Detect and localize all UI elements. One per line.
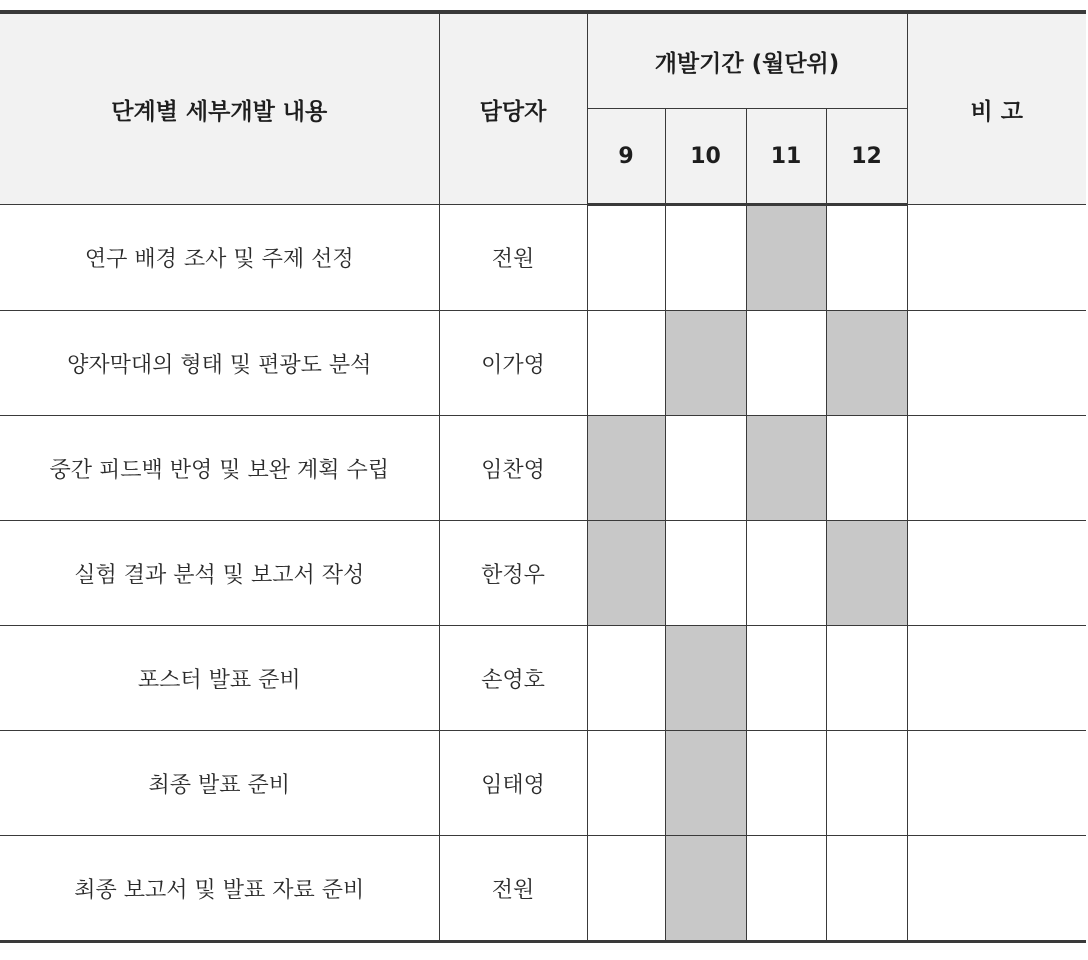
owner-cell: 임태영 — [439, 731, 587, 836]
schedule-cell-active — [826, 521, 907, 626]
schedule-cell-active — [746, 416, 826, 521]
month-header-10: 10 — [665, 109, 746, 205]
schedule-cell-empty — [746, 626, 826, 731]
period-column-header: 개발기간 (월단위) — [587, 12, 907, 109]
owner-column-header: 담당자 — [439, 12, 587, 205]
schedule-cell-empty — [826, 416, 907, 521]
schedule-cell-empty — [746, 731, 826, 836]
schedule-cell-active — [826, 311, 907, 416]
note-cell — [907, 311, 1086, 416]
task-cell: 포스터 발표 준비 — [0, 626, 439, 731]
task-cell: 양자막대의 형태 및 편광도 분석 — [0, 311, 439, 416]
owner-cell: 이가영 — [439, 311, 587, 416]
schedule-cell-empty — [587, 626, 665, 731]
note-cell — [907, 205, 1086, 311]
schedule-body — [0, 205, 1086, 942]
table-row — [0, 836, 1086, 942]
schedule-cell-empty — [587, 836, 665, 942]
note-cell — [907, 521, 1086, 626]
owner-cell: 임찬영 — [439, 416, 587, 521]
schedule-cell-empty — [826, 731, 907, 836]
schedule-cell-empty — [587, 205, 665, 311]
task-cell: 중간 피드백 반영 및 보완 계획 수립 — [0, 416, 439, 521]
schedule-cell-empty — [746, 311, 826, 416]
schedule-cell-empty — [826, 205, 907, 311]
note-cell — [907, 416, 1086, 521]
table-row — [0, 626, 1086, 731]
table-row — [0, 205, 1086, 311]
owner-cell: 전원 — [439, 836, 587, 942]
month-header-9: 9 — [587, 109, 665, 205]
task-cell: 연구 배경 조사 및 주제 선정 — [0, 205, 439, 311]
owner-cell: 한정우 — [439, 521, 587, 626]
table-row — [0, 521, 1086, 626]
schedule-cell-active — [665, 311, 746, 416]
header-row-top — [0, 12, 1086, 109]
month-header-12: 12 — [826, 109, 907, 205]
owner-cell: 손영호 — [439, 626, 587, 731]
schedule-cell-active — [665, 626, 746, 731]
task-cell: 최종 보고서 및 발표 자료 준비 — [0, 836, 439, 942]
task-column-header: 단계별 세부개발 내용 — [0, 12, 439, 205]
note-column-header: 비 고 — [907, 12, 1086, 205]
schedule-cell-empty — [826, 626, 907, 731]
schedule-cell-empty — [665, 521, 746, 626]
schedule-cell-empty — [746, 836, 826, 942]
schedule-cell-active — [746, 205, 826, 311]
schedule-cell-empty — [665, 205, 746, 311]
schedule-cell-empty — [587, 311, 665, 416]
schedule-cell-active — [587, 416, 665, 521]
schedule-cell-active — [587, 521, 665, 626]
month-header-11: 11 — [746, 109, 826, 205]
schedule-cell-empty — [746, 521, 826, 626]
task-cell: 실험 결과 분석 및 보고서 작성 — [0, 521, 439, 626]
schedule-cell-active — [665, 731, 746, 836]
table-row — [0, 416, 1086, 521]
schedule-cell-empty — [826, 836, 907, 942]
note-cell — [907, 836, 1086, 942]
task-cell: 최종 발표 준비 — [0, 731, 439, 836]
table-row — [0, 731, 1086, 836]
schedule-table — [0, 10, 1086, 943]
schedule-cell-empty — [665, 416, 746, 521]
note-cell — [907, 731, 1086, 836]
table-row — [0, 311, 1086, 416]
owner-cell: 전원 — [439, 205, 587, 311]
schedule-cell-empty — [587, 731, 665, 836]
schedule-cell-active — [665, 836, 746, 942]
note-cell — [907, 626, 1086, 731]
